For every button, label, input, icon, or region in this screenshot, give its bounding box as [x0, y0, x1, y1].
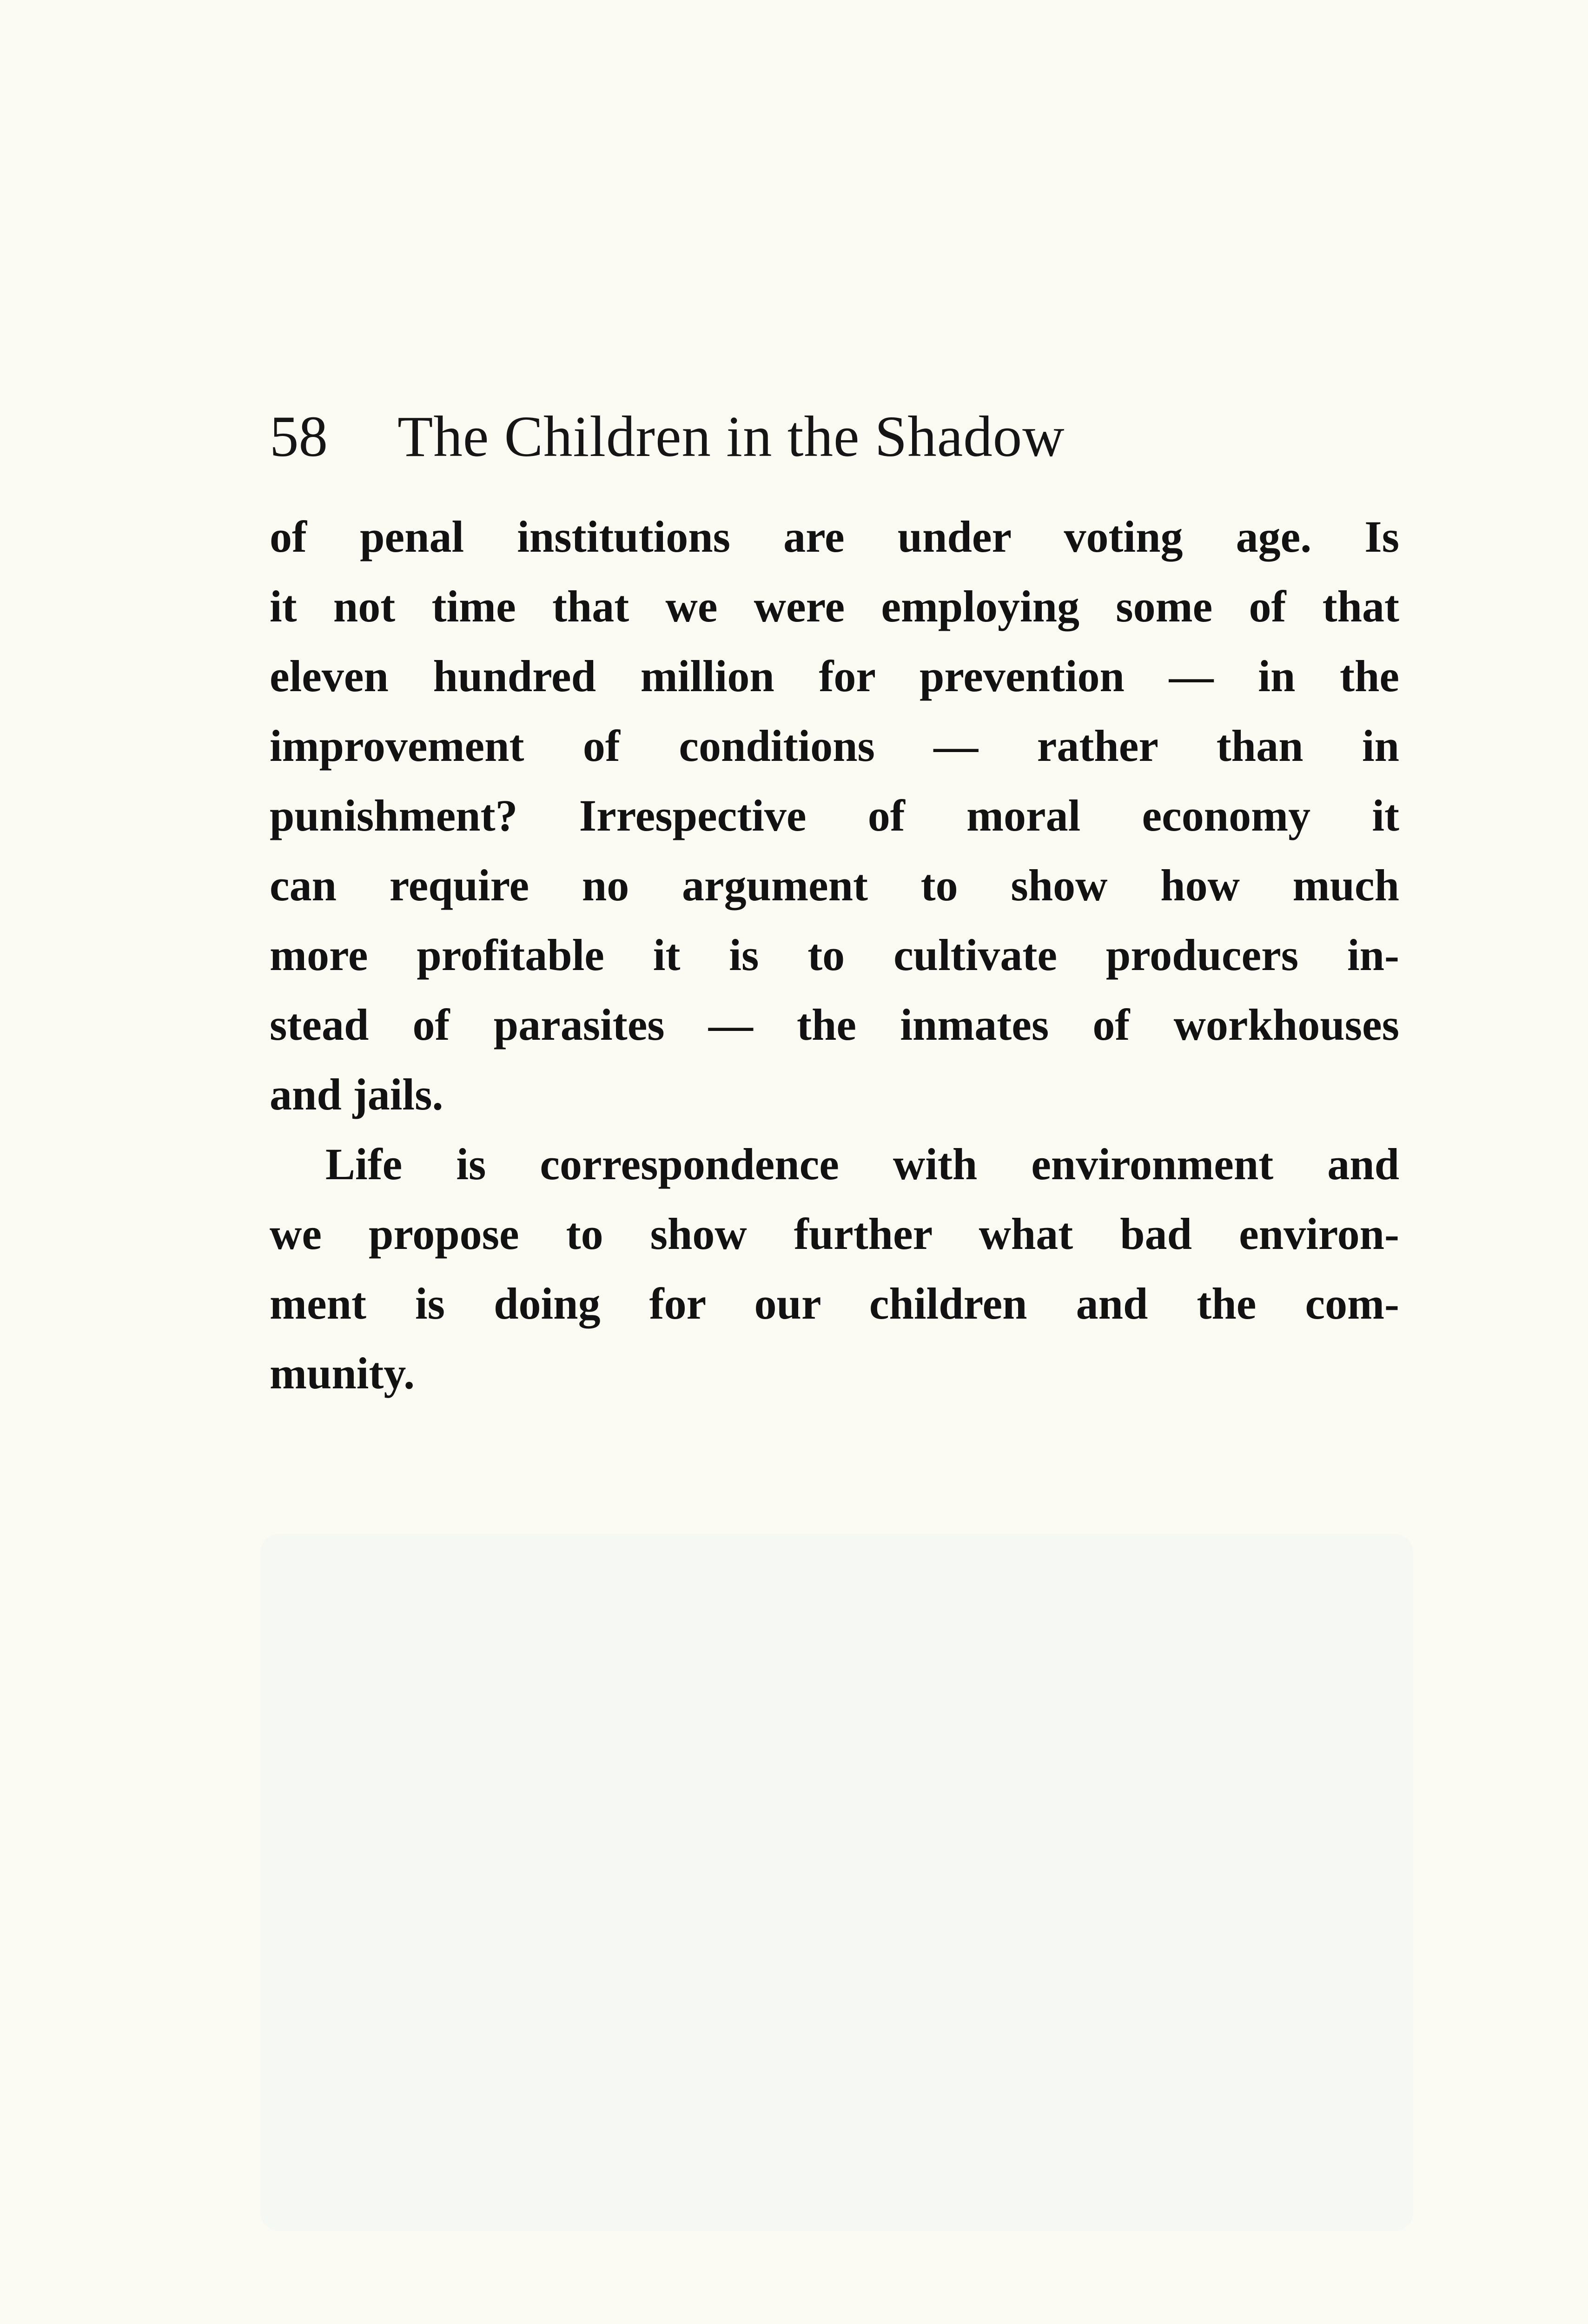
text-line: more profitable it is to cultivate producers in- [270, 930, 1399, 980]
paragraph-1 [270, 502, 1399, 1129]
text-line: punishment? Irrespective of moral economy it [270, 791, 1399, 840]
text-line: munity. [270, 1348, 415, 1398]
text-line: it not time that we were employing some of that [270, 581, 1399, 631]
text-line: we propose to show further what bad environ- [270, 1209, 1399, 1259]
text-line: stead of parasites — the inmates of workhouses [270, 1000, 1399, 1050]
text-line: ment is doing for our children and the com- [270, 1279, 1399, 1328]
paragraph-2 [270, 1129, 1399, 1408]
text-line: improvement of conditions — rather than in [270, 721, 1399, 771]
page-number: 58 [270, 405, 328, 469]
text-line: and jails. [270, 1070, 443, 1119]
show-through-text-area [260, 1534, 1413, 2231]
body-text [270, 502, 1399, 1408]
running-title: The Children in the Shadow [397, 405, 1065, 469]
text-line: can require no argument to show how much [270, 860, 1399, 910]
page-header [270, 402, 1404, 472]
text-line: of penal institutions are under voting age. Is [270, 512, 1399, 561]
text-line: Life is correspondence with environment and [325, 1139, 1399, 1189]
text-line: eleven hundred million for prevention — in the [270, 651, 1399, 701]
